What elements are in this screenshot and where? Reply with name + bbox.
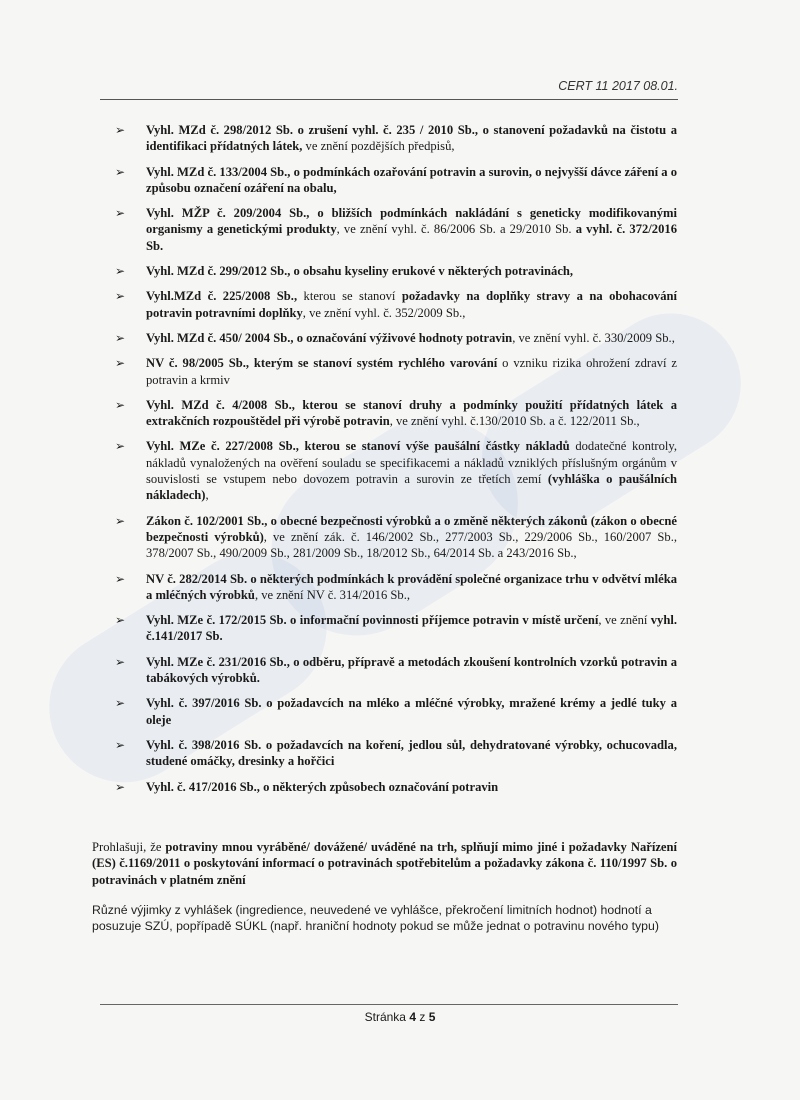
- list-item: [115, 164, 677, 197]
- list-item: [115, 438, 677, 503]
- list-item: [115, 122, 677, 155]
- item-text-bold: Vyhl. č. 397/2016 Sb. o požadavcích na mléko a mléčné výrobky, mražené krémy a jedlé tuky a oleje: [146, 696, 677, 727]
- item-text-bold: Vyhl. MZd č. 450/ 2004 Sb., o označování výživové hodnoty potravin: [146, 330, 513, 345]
- list-item: [115, 397, 677, 430]
- exceptions-note: Různé výjimky z vyhlášek (ingredience, neuvedené ve vyhlášce, překročení limitních hodnot) hodnotí a posuzuje SZÚ, popřípadě SÚKL (např. hraniční hodnoty pokud se může jednat o potravinu nového typu): [92, 903, 659, 933]
- list-item: [115, 513, 677, 562]
- declaration-lead: Prohlašuji, že: [92, 840, 166, 854]
- page-number-prefix: Stránka: [364, 1010, 410, 1024]
- arrow-bullet-icon: ➢: [115, 779, 126, 794]
- item-text-bold: Zákon č. 102/2001 Sb., o obecné bezpečnosti výrobků a o změně některých zákonů (zákon o obecné bezpečnosti výrobků): [146, 513, 677, 544]
- declaration-bold: potraviny mnou vyráběné/ dovážené/ uváděné na trh, splňují mimo jiné i požadavky Nařízení (ES) č.1169/2011 o poskytování informací o potravinách spotřebitelům a požadavky zákona č. 110/1997 Sb. o potravinách v platném znění: [92, 840, 678, 887]
- item-text-bold: Vyhl. MZe č. 227/2008 Sb., kterou se stanoví výše paušální částky nákladů: [146, 439, 570, 454]
- page-header: [100, 75, 678, 100]
- page-current: 4: [409, 1010, 417, 1024]
- arrow-bullet-icon: ➢: [115, 654, 126, 669]
- item-text-rest2: , ve znění vyhl. č. 352/2009 Sb.,: [302, 305, 466, 320]
- item-text-bold2: a vyhl. č. 372/2016 Sb.: [146, 222, 677, 253]
- legislation-list: [115, 122, 677, 804]
- list-item: [115, 737, 677, 770]
- item-text-bold: Vyhl. MZd č. 299/2012 Sb., o obsahu kyseliny erukové v některých potravinách,: [146, 264, 574, 279]
- arrow-bullet-icon: ➢: [115, 123, 126, 137]
- item-text-rest: kterou se stanoví: [297, 289, 402, 304]
- item-text-rest: , ve znění NV č. 314/2016 Sb.,: [254, 587, 411, 602]
- item-text-bold: Vyhl. č. 417/2016 Sb., o některých způsobech označování potravin: [146, 779, 499, 794]
- document-code: CERT 11 2017 08.01.: [558, 79, 678, 93]
- item-text-rest2: ,: [205, 488, 209, 503]
- item-text-bold: Vyhl. MZd č. 133/2004 Sb., o podmínkách ozařování potravin a surovin, o nejvyšší dávce záření a o způsobu označení ozáření na obalu,: [146, 164, 677, 195]
- arrow-bullet-icon: ➢: [115, 571, 126, 586]
- page-total: 5: [428, 1010, 436, 1024]
- item-text-bold: NV č. 282/2014 Sb. o některých podmínkách k provádění společné organizace trhu v odvětví mléka a mléčných výrobků: [146, 571, 677, 602]
- list-item: [115, 263, 677, 279]
- item-text-rest: dodatečné kontroly, nákladů vynaložených na ověření souladu se specifikacemi a nákladů vzniklých příslušným orgánům v souvislosti se vstupem nebo dovozem potravin a surovin ze třetích zemí: [146, 439, 677, 487]
- list-item: [115, 355, 677, 388]
- item-text-rest: o vzniku rizika ohrožení zdraví z potravin a krmiv: [146, 356, 678, 387]
- declaration-paragraph: [92, 839, 677, 888]
- item-text-bold: Vyhl. MZe č. 231/2016 Sb., o odběru, přípravě a metodách zkoušení kontrolních vzorků potravin a tabákových výrobků.: [146, 654, 677, 686]
- arrow-bullet-icon: ➢: [115, 356, 126, 371]
- item-text-bold2: vyhl. č.141/2017 Sb.: [146, 613, 677, 644]
- arrow-bullet-icon: ➢: [115, 696, 126, 711]
- item-text-bold: NV č. 98/2005 Sb., kterým se stanoví systém rychlého varování: [146, 356, 498, 371]
- list-item: [115, 779, 677, 795]
- page-number: [0, 1010, 800, 1024]
- item-text-bold: Vyhl.MZd č. 225/2008 Sb.,: [146, 289, 298, 304]
- arrow-bullet-icon: ➢: [115, 613, 126, 628]
- item-text-bold: Vyhl. MZd č. 298/2012 Sb. o zrušení vyhl. č. 235 / 2010 Sb., o stanovení požadavků na čistotu a identifikaci přídatných látek,: [146, 123, 677, 154]
- arrow-bullet-icon: ➢: [115, 289, 126, 304]
- item-text-rest: , ve znění: [598, 613, 651, 628]
- item-text-bold: Vyhl. MŽP č. 209/2004 Sb., o bližších podmínkách nakládání s geneticky modifikovanými organismy a genetickými produkty: [146, 206, 677, 237]
- list-item: [115, 612, 677, 645]
- item-text-rest: , ve znění zák. č. 146/2002 Sb., 277/2003 Sb., 229/2006 Sb., 160/2007 Sb., 378/2007 Sb., 490/2009 Sb., 281/2009 Sb., 18/2012 Sb., 64/2014 Sb. a 243/2016 Sb.,: [146, 529, 677, 561]
- arrow-bullet-icon: ➢: [115, 206, 126, 221]
- arrow-bullet-icon: ➢: [115, 737, 126, 752]
- arrow-bullet-icon: ➢: [115, 439, 126, 454]
- item-text-rest: , ve znění vyhl. č. 86/2006 Sb. a 29/2010 Sb.: [336, 222, 576, 237]
- item-text-bold: Vyhl. MZd č. 4/2008 Sb., kterou se stanoví druhy a podmínky použití přídatných látek a extrakčních rozpouštědel při výrobě potravin: [146, 397, 677, 429]
- item-text-bold: Vyhl. MZe č. 172/2015 Sb. o informační povinnosti příjemce potravin v místě určení: [146, 613, 599, 628]
- arrow-bullet-icon: ➢: [115, 264, 126, 279]
- item-text-bold: Vyhl. č. 398/2016 Sb. o požadavcích na koření, jedlou sůl, dehydratované výrobky, ochucovadla, studené omáčky, dresinky a hořčici: [146, 737, 677, 769]
- footer-rule: [100, 1004, 678, 1005]
- list-item: [115, 654, 677, 687]
- arrow-bullet-icon: ➢: [115, 397, 126, 412]
- item-text-rest: , ve znění vyhl. č.130/2010 Sb. a č. 122/2011 Sb.,: [389, 414, 640, 429]
- list-item: [115, 288, 677, 321]
- arrow-bullet-icon: ➢: [115, 164, 126, 179]
- item-text-rest: , ve znění vyhl. č. 330/2009 Sb.,: [512, 330, 675, 345]
- arrow-bullet-icon: ➢: [115, 330, 126, 345]
- list-item: [115, 695, 677, 728]
- list-item: [115, 330, 677, 346]
- page-of: z: [416, 1010, 429, 1024]
- item-text-bold2: požadavky na doplňky stravy a na obohacování potravin potravními doplňky: [146, 289, 677, 320]
- item-text-bold2: (vyhláška o paušálních nákladech): [146, 472, 677, 503]
- item-text-rest: ve znění pozdějších předpisů,: [302, 139, 455, 154]
- arrow-bullet-icon: ➢: [115, 513, 126, 528]
- list-item: [115, 205, 677, 254]
- list-item: [115, 571, 677, 604]
